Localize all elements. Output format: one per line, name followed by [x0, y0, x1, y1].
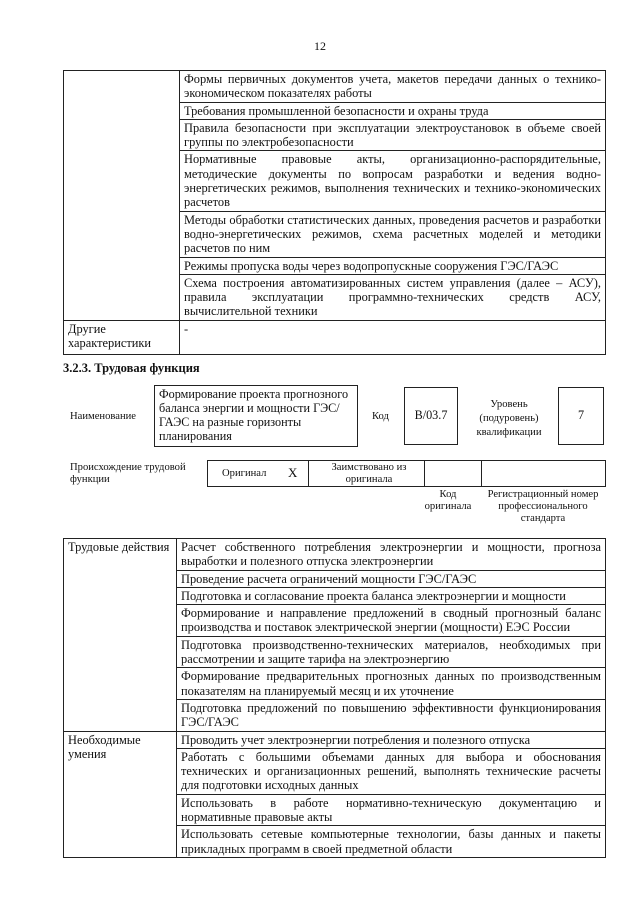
- knowledge-item: Схема построения автоматизированных систем управления (далее – АСУ), правила эксплуатации программно-технических средств АСУ, вычислительной техники: [180, 274, 606, 320]
- actions-label: Трудовые действия: [64, 539, 177, 732]
- action-item: Подготовка и согласование проекта баланса электроэнергии и мощности: [177, 587, 606, 604]
- skill-item: Проводить учет электроэнергии потребления и полезного отпуска: [177, 731, 606, 748]
- original-label: Оригинал: [222, 468, 267, 479]
- name-label: Наименование: [70, 411, 136, 422]
- knowledge-item: Нормативные правовые акты, организационно-распорядительные, методические документы по вопросам разработки и ведения водно-энергетических режимов, выполнения технических и технико-экономических расчетов: [180, 151, 606, 211]
- skill-item: Использовать в работе нормативно-техническую документацию и нормативные правовые акты: [177, 794, 606, 826]
- knowledge-item: Требования промышленной безопасности и охраны труда: [180, 102, 606, 119]
- registration-caption: Регистрационный номер профессионального стандарта: [487, 489, 599, 524]
- level-label: Уровень (подуровень) квалификации: [476, 399, 542, 438]
- level-value-box: 7: [558, 387, 604, 445]
- action-item: Проведение расчета ограничений мощности ГЭС/ГАЭС: [177, 570, 606, 587]
- skills-label: Необходимые умения: [64, 731, 177, 857]
- origin-divider: [481, 460, 482, 487]
- original-mark: X: [288, 465, 298, 480]
- other-characteristics-value: -: [180, 320, 606, 354]
- page-number: 12: [314, 39, 326, 53]
- origin-divider: [424, 460, 425, 487]
- origin-row: [207, 460, 606, 487]
- skill-item: Использовать сетевые компьютерные технологии, базы данных и пакеты прикладных программ в своей предметной области: [177, 826, 606, 858]
- function-name-box: Формирование проекта прогнозного баланса энергии и мощности ГЭС/ГАЭС на разные горизонты планирования: [154, 385, 358, 447]
- other-characteristics-label: Другие характеристики: [64, 320, 180, 354]
- origin-divider: [308, 460, 309, 487]
- action-item: Формирование предварительных прогнозных данных по производственным показателям на планируемый месяц и их уточнение: [177, 668, 606, 700]
- code-label: Код: [372, 411, 389, 422]
- action-item: Формирование и направление предложений в сводный прогнозный баланс производства и поставок электрической энергии (мощности) ЕЭС России: [177, 605, 606, 637]
- knowledge-table: [63, 70, 606, 355]
- knowledge-item: Формы первичных документов учета, макетов передачи данных о технико-экономическом показателях работы: [180, 71, 606, 103]
- knowledge-item: Правила безопасности при эксплуатации электроустановок в объеме своей группы по электробезопасности: [180, 119, 606, 151]
- knowledge-item: Методы обработки статистических данных, проведения расчетов и разработки водно-энергетических режимов, схема расчетных моделей и методики расчетов по ним: [180, 211, 606, 257]
- origin-label: Происхождение трудовой функции: [70, 462, 186, 485]
- skill-item: Работать с большими объемами данных для выбора и обоснования технических и организационных решений, выполнять технические расчеты для подготовки исходных данных: [177, 748, 606, 794]
- action-item: Расчет собственного потребления электроэнергии и мощности, прогноза выработки и полезного отпуска электроэнергии: [177, 539, 606, 571]
- section-heading: 3.2.3. Трудовая функция: [63, 361, 200, 375]
- labor-function-table: [63, 538, 606, 858]
- action-item: Подготовка предложений по повышению эффективности функционирования ГЭС/ГАЭС: [177, 699, 606, 731]
- code-original-caption: Код оригинала: [424, 489, 472, 512]
- borrowed-label: Заимствовано из оригинала: [331, 462, 407, 485]
- knowledge-item: Режимы пропуска воды через водопропускные сооружения ГЭС/ГАЭС: [180, 257, 606, 274]
- action-item: Подготовка производственно-технических материалов, необходимых при рассмотрении и защите тарифа на электроэнергию: [177, 636, 606, 668]
- function-code-box: B/03.7: [404, 387, 458, 445]
- knowledge-label-cell: [64, 71, 180, 321]
